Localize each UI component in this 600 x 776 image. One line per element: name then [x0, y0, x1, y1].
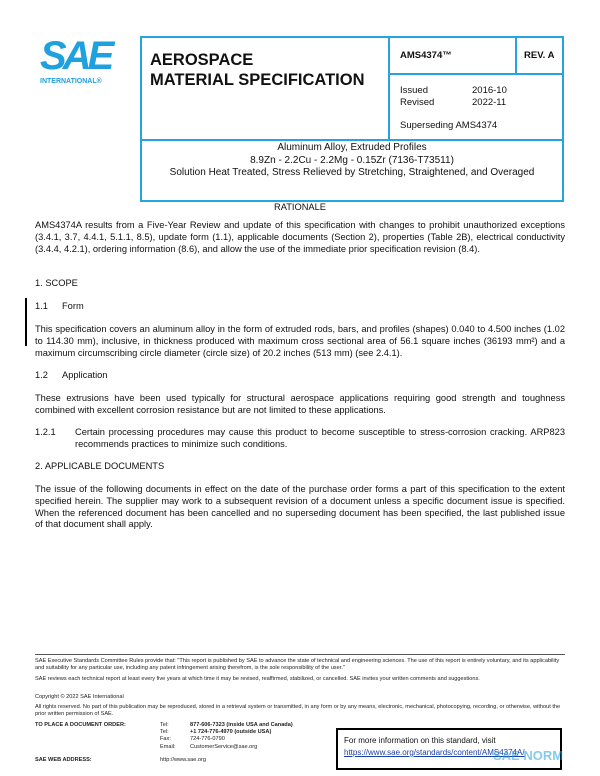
footer-rules: SAE Executive Standards Committee Rules provide that: "This report is published by SAE to advance the state of technical and engineering sciences. The use of this report is entirely voluntary, and its applicability and suitability for any particular use, including any patent infringement arising therefrom, is the sole responsibility of the user." [35, 658, 560, 672]
spec-subtitle: Aluminum Alloy, Extruded Profiles 8.9Zn - 2.2Cu - 2.2Mg - 0.15Zr (7136-T73511) Solution Heat Treated, Stress Relieved by Stretching, Straightened, and Overaged [169, 142, 535, 178]
revised-label: Revised [400, 97, 435, 108]
section-form: Form [62, 301, 84, 311]
footer-review: SAE reviews each technical report at least every five years at which time it may be revised, reaffirmed, stabilized, or cancelled. SAE invites your written comments and suggestions. [35, 676, 480, 682]
change-bar [25, 298, 27, 346]
footer-copyright: Copyright © 2022 SAE International [35, 694, 124, 700]
caution-text: Certain processing procedures may cause this product to become susceptible to stress-corrosion cracking. ARP823 recommends practices to minimize such conditions. [75, 427, 565, 449]
watermark: SAE NORM [493, 748, 564, 763]
web-address-link[interactable]: http://www.sae.org [160, 757, 207, 763]
form-text: This specification covers an aluminum alloy in the form of extruded rods, bars, and profiles (shapes) 0.040 to 4.500 inches (1.02 to 114.30 mm), inclusive, in thickness produced with maximum cross sectional area of 56.1 square inches (36193 mm²) and a maximum circumscribing circle diameter (circle size) of 20.2 inches (513 mm) (see 2.4.1). [35, 324, 565, 358]
section-application: Application [62, 370, 108, 380]
doc-number: AMS4374™ [400, 50, 452, 61]
revised-date: 2022-11 [472, 97, 507, 108]
section-applicable-documents: 2. APPLICABLE DOCUMENTS [35, 461, 165, 471]
rationale-text: AMS4374A results from a Five-Year Review and update of this specification with changes to prohibit unauthorized exceptions (3.4.1, 3.7, 4.4.1, 5.1.1, 8.5), update form (1.1), applicable documents (Section 2), properties (Table 2B), electrical conductivity (3.4.4, 4.2.1), ordering information (8.6), and allow the use of the immediate prior specification revision (8.4). [35, 220, 565, 254]
superseding: Superseding AMS4374 [400, 120, 498, 131]
applicable-documents-text: The issue of the following documents in effect on the date of the purchase order forms a part of this specification to the extent specified herein. The supplier may work to a subsequent revision of a document unless a specific document issue is specified. When the referenced document has been cancelled and no superseding document has been specified, the last published issue of that document shall apply. [35, 484, 565, 530]
section-scope: 1. SCOPE [35, 278, 78, 288]
sae-logo-subtitle: INTERNATIONAL® [40, 78, 102, 85]
application-text: These extrusions have been used typically for structural aerospace applications requiring good strength and toughness combined with excellent corrosion resistance but are not limited to these applications. [35, 393, 565, 415]
contacts: Tel: 877-606-7323 (inside USA and Canada) Tel: +1 724-776-4970 (outside USA) Fax: 724-776-0790 Email: CustomerService@sae.org [160, 722, 293, 750]
section-num: 1.2.1 [35, 427, 56, 437]
section-num: 1.2 [35, 370, 48, 380]
issued-date: 2016-10 [472, 85, 507, 96]
order-label: TO PLACE A DOCUMENT ORDER: [35, 722, 126, 728]
standard-link[interactable]: https://www.sae.org/standards/content/AMS4374A/ [344, 748, 525, 757]
issued-label: Issued [400, 85, 428, 96]
page-title: AEROSPACE MATERIAL SPECIFICATION [150, 51, 365, 89]
section-num: 1.1 [35, 301, 48, 311]
rationale-heading: RATIONALE [273, 202, 326, 212]
revision: REV. A [524, 50, 555, 61]
footer-divider [35, 654, 565, 655]
sae-logo: SAE [40, 34, 111, 78]
info-text: For more information on this standard, visit [344, 736, 496, 745]
web-label: SAE WEB ADDRESS: [35, 757, 92, 763]
footer-rights: All rights reserved. No part of this publication may be reproduced, stored in a retrieval system or transmitted, in any form or by any means, electronic, mechanical, photocopying, recording, or otherwise, without the prior written permission of SAE. [35, 704, 561, 718]
